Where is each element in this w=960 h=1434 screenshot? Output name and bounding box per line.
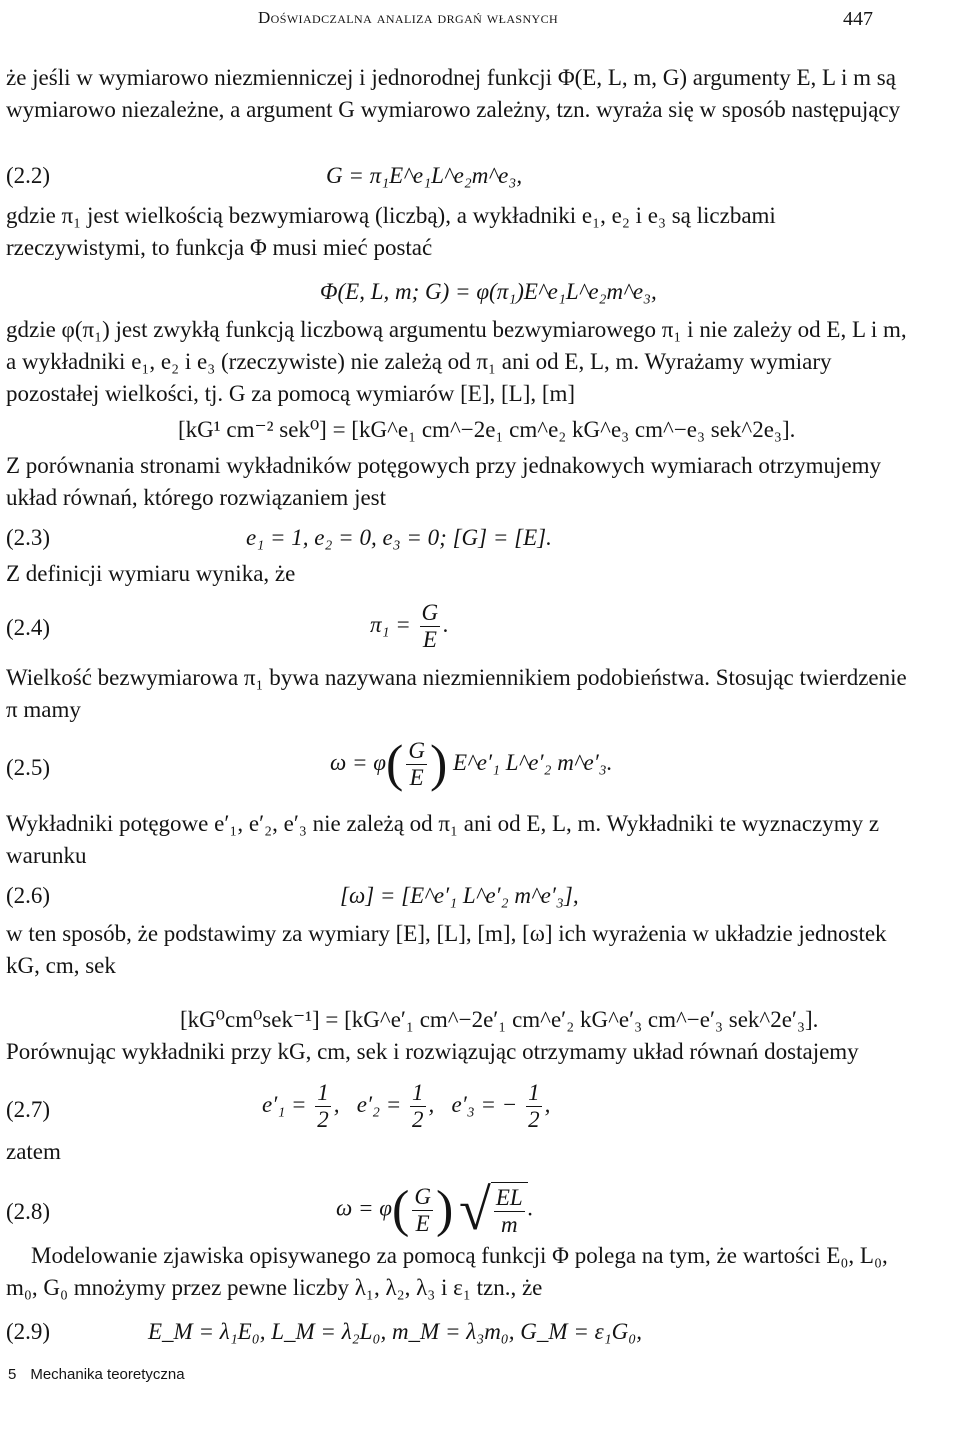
- square-root: [459, 1177, 528, 1242]
- fraction-el-over-m: [494, 1185, 525, 1238]
- paragraph-6: Wielkość bezwymiarowa π₁ bywa nazywana niezmiennikiem podobieństwa. Stosując twierdzenie π mamy: [6, 665, 907, 722]
- equation-body: e₁ = 1, e₂ = 0, e₃ = 0; [G] = [E].: [246, 525, 552, 550]
- equation-dimensions-g: [6, 414, 886, 446]
- equation-body: [ω] = [E^e′₁ L^e′₂ m^e′₃],: [340, 883, 579, 908]
- paragraph-9: Porównując wykładniki przy kG, cm, sek i rozwiązując otrzymamy układ równań dostajemy: [6, 1039, 859, 1064]
- equation-lhs: π₁ =: [370, 611, 411, 637]
- equation-label: (2.8): [6, 1199, 51, 1224]
- equation-body: [kG⁰cm⁰sek⁻¹] = [kG^e′₁ cm^−2e′₁ cm^e′₂ kG^e′₃ cm^−e′₃ sek^2e′₃].: [180, 1007, 819, 1032]
- equation-label: (2.2): [6, 163, 51, 188]
- fraction-one-half: [410, 1080, 426, 1133]
- fraction-g-over-e: [412, 1184, 433, 1237]
- fraction-denominator: 2: [412, 1107, 424, 1132]
- equation-tail: E^e′₁ L^e′₂ m^e′₃.: [453, 749, 613, 775]
- equation-2-8: [6, 1177, 886, 1242]
- equation-label: (2.9): [6, 1319, 51, 1344]
- equation-2-5: [6, 735, 886, 793]
- fraction-one-half: [526, 1080, 542, 1133]
- equation-label: (2.7): [6, 1097, 51, 1122]
- paragraph-2: gdzie π₁ jest wielkością bezwymiarową (liczbą), a wykładniki e₁, e₂ i e₃ są liczbami rzeczywistymi, to funkcja Φ musi mieć postać: [6, 203, 776, 260]
- equation-body: E_M = λ₁E₀, L_M = λ₂L₀, m_M = λ₃m₀, G_M = ε₁G₀,: [148, 1319, 643, 1344]
- equation-body: Φ(E, L, m; G) = φ(π₁)E^e₁L^e₂m^e₃,: [320, 279, 657, 304]
- radical-sign: √: [459, 1177, 491, 1242]
- fraction-numerator: G: [414, 1183, 431, 1209]
- left-paren: (: [385, 735, 404, 793]
- signature-number: 5: [8, 1366, 17, 1383]
- equation-2-9: [6, 1316, 886, 1348]
- fraction-denominator: E: [422, 627, 437, 652]
- paragraph-3: gdzie φ(π₁) jest zwykłą funkcją liczbową argumentu bezwymiarowego π₁ i nie zależy od E, L i m, a wykładniki e₁, e₂ i e₃ (rzeczywiste) nie zależą od π₁ ani od E, L, m. Wyrażamy wymiary pozostałej wielkości, tj. G za pomocą wymiarów [E], [L], [m]: [6, 317, 907, 406]
- exponent-e1: e′₁ =: [262, 1091, 307, 1117]
- equation-tail: .: [527, 1195, 534, 1221]
- equation-2-4: [6, 600, 886, 652]
- right-paren: ): [435, 1181, 454, 1238]
- paragraph-1: że jeśli w wymiarowo niezmienniczej i jednorodnej funkcji Φ(E, L, m, G) argumenty E, L i m są wymiarowo niezależne, a argument G wymiarowo zależny, tzn. wyraża się w sposób następujący: [6, 65, 901, 122]
- equation-2-2: [6, 160, 886, 192]
- equation-2-3: [6, 522, 886, 554]
- equation-body: G = π₁E^e₁L^e₂m^e₃,: [326, 163, 523, 188]
- signature-title: Mechanika teoretyczna: [30, 1366, 185, 1383]
- exponent-e3: e′₃ = −: [451, 1091, 518, 1117]
- fraction-denominator: 2: [528, 1107, 540, 1132]
- paragraph-5: Z definicji wymiaru wynika, że: [6, 561, 296, 586]
- fraction-denominator: E: [415, 1210, 430, 1236]
- equation-lhs: ω = φ: [330, 749, 386, 775]
- left-paren: (: [391, 1181, 410, 1238]
- fraction-numerator: G: [408, 738, 425, 763]
- equation-dimensions-omega: [6, 1004, 886, 1036]
- fraction-g-over-e: [420, 600, 441, 653]
- fraction-denominator: E: [409, 765, 424, 790]
- paragraph-7: Wykładniki potęgowe e′₁, e′₂, e′₃ nie zależą od π₁ ani od E, L, m. Wykładniki te wyznaczymy z warunku: [6, 811, 880, 868]
- page-header: [258, 8, 960, 34]
- page-number: 447: [843, 8, 873, 30]
- fraction-g-over-e: [406, 738, 427, 791]
- fraction-numerator: G: [421, 600, 439, 625]
- fraction-numerator: EL: [495, 1185, 523, 1210]
- fraction-denominator: m: [500, 1212, 518, 1237]
- equation-phi: [6, 276, 886, 308]
- equation-lhs: ω = φ: [336, 1195, 392, 1221]
- fraction-denominator: 2: [317, 1107, 329, 1132]
- equation-label: (2.3): [6, 525, 51, 550]
- equation-2-6: [6, 880, 886, 912]
- fraction-numerator: 1: [317, 1080, 329, 1105]
- equation-label: (2.4): [6, 615, 51, 640]
- equation-label: (2.6): [6, 883, 51, 908]
- equation-2-7: (2.7) e′₁ = $\frac{1}{2}$ , e′₂ = $\frac{1}{2}$ , e′₃ = − $\frac{1}{2}$ ,: [6, 1080, 551, 1132]
- fraction-numerator: 1: [528, 1080, 540, 1105]
- equation-label: (2.5): [6, 755, 51, 780]
- paragraph-8: w ten sposób, że podstawimy za wymiary [E], [L], [m], [ω] ich wyrażenia w układzie jednostek kG, cm, sek: [6, 921, 887, 978]
- running-head: Doświadczalna analiza drgań własnych: [258, 8, 559, 27]
- paragraph-4: Z porównania stronami wykładników potęgowych przy jednakowych wymiarach otrzymujemy układ równań, którego rozwiązaniem jest: [6, 453, 882, 510]
- fraction-one-half: [315, 1080, 331, 1133]
- equation-body: [kG¹ cm⁻² sek⁰] = [kG^e₁ cm^−2e₁ cm^e₂ kG^e₃ cm^−e₃ sek^2e₃].: [178, 417, 796, 442]
- exponent-e2: e′₂ =: [356, 1091, 402, 1117]
- equation-tail: .: [443, 611, 449, 637]
- right-paren: ): [429, 735, 448, 793]
- paragraph-11: Modelowanie zjawiska opisywanego za pomocą funkcji Φ polega na tym, że wartości E₀, L₀, m₀, G₀ mnożymy przez pewne liczby λ₁, λ₂, λ₃ i ε₁ tzn., że: [6, 1243, 888, 1300]
- fraction-numerator: 1: [412, 1080, 424, 1105]
- paragraph-10: zatem: [6, 1139, 61, 1164]
- page-footer: [8, 1366, 185, 1383]
